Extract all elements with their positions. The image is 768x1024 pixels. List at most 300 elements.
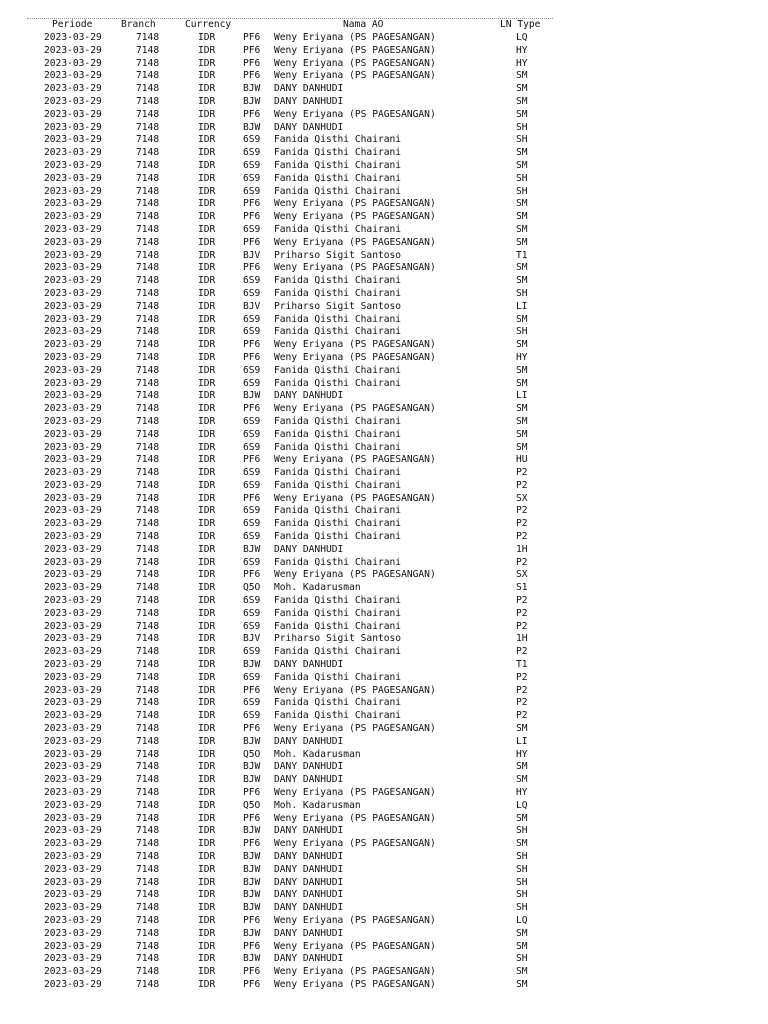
table-row (27, 979, 553, 992)
cell-periode: 2023-03-29 (44, 531, 102, 543)
table-row (27, 710, 553, 723)
cell-ao-code: BJW (243, 121, 261, 133)
cell-periode: 2023-03-29 (44, 876, 102, 888)
cell-ao-code: PF6 (243, 262, 261, 274)
cell-nama-ao: Fanida Qisthi Chairani (274, 147, 402, 159)
cell-ln-type: SH (516, 287, 528, 299)
table-row (27, 736, 553, 749)
cell-ln-type: HU (516, 454, 528, 466)
table-row (27, 531, 553, 544)
cell-currency: IDR (198, 646, 216, 658)
cell-ln-type: SM (516, 723, 528, 735)
cell-ln-type: P2 (516, 620, 528, 632)
cell-currency: IDR (198, 57, 216, 69)
cell-branch: 7148 (136, 735, 160, 747)
cell-periode: 2023-03-29 (44, 95, 102, 107)
table-row (27, 109, 553, 122)
table-row (27, 915, 553, 928)
cell-nama-ao: Fanida Qisthi Chairani (274, 671, 402, 683)
cell-nama-ao: DANY DANHUDI (274, 761, 344, 773)
cell-ln-type: SH (516, 134, 528, 146)
cell-ao-code: 6S9 (243, 134, 261, 146)
cell-ao-code: 6S9 (243, 185, 261, 197)
header-nama-ao: Nama AO (343, 19, 384, 30)
cell-ln-type: SH (516, 851, 528, 862)
cell-periode: 2023-03-29 (44, 428, 102, 440)
cell-ln-type: SM (516, 236, 528, 248)
cell-currency: IDR (198, 863, 216, 875)
cell-currency: IDR (198, 697, 216, 709)
cell-ao-code: Q5O (243, 582, 261, 594)
cell-ln-type: LQ (516, 799, 528, 811)
cell-nama-ao: DANY DANHUDI (274, 735, 344, 747)
cell-ln-type: SM (516, 415, 528, 427)
cell-branch: 7148 (136, 774, 160, 786)
cell-ln-type: SM (516, 70, 528, 82)
cell-nama-ao: Fanida Qisthi Chairani (274, 364, 402, 376)
cell-currency: IDR (198, 748, 216, 760)
cell-periode: 2023-03-29 (44, 313, 102, 325)
table-row (27, 32, 553, 45)
cell-nama-ao: Fanida Qisthi Chairani (274, 159, 402, 171)
table-row (27, 697, 553, 710)
table-body (27, 32, 553, 992)
cell-periode: 2023-03-29 (44, 953, 102, 965)
cell-branch: 7148 (136, 249, 160, 261)
cell-ao-code: Q5O (243, 748, 261, 760)
table-row (27, 301, 553, 314)
table-row (27, 646, 553, 659)
cell-currency: IDR (198, 966, 216, 978)
cell-currency: IDR (198, 978, 216, 990)
table-row (27, 288, 553, 301)
cell-branch: 7148 (136, 377, 160, 389)
cell-ln-type: SM (516, 966, 528, 978)
cell-ao-code: 6S9 (243, 441, 261, 453)
cell-periode: 2023-03-29 (44, 659, 102, 671)
cell-branch: 7148 (136, 236, 160, 248)
cell-nama-ao: Weny Eriyana (PS PAGESANGAN) (274, 236, 436, 248)
table-row (27, 237, 553, 250)
cell-nama-ao: DANY DANHUDI (274, 953, 344, 965)
cell-ao-code: 6S9 (243, 287, 261, 299)
cell-ao-code: 6S9 (243, 505, 261, 517)
cell-ln-type: SH (516, 902, 528, 914)
cell-branch: 7148 (136, 44, 160, 56)
cell-currency: IDR (198, 505, 216, 517)
cell-ln-type: P2 (516, 684, 528, 696)
cell-currency: IDR (198, 710, 216, 722)
cell-periode: 2023-03-29 (44, 236, 102, 248)
cell-ln-type: LQ (516, 914, 528, 926)
cell-branch: 7148 (136, 684, 160, 696)
cell-ao-code: BJW (243, 851, 261, 862)
cell-ln-type: P2 (516, 697, 528, 709)
cell-branch: 7148 (136, 748, 160, 760)
cell-currency: IDR (198, 595, 216, 607)
cell-ln-type: SH (516, 953, 528, 965)
cell-nama-ao: DANY DANHUDI (274, 95, 344, 107)
cell-nama-ao: Fanida Qisthi Chairani (274, 556, 402, 568)
cell-ao-code: Q5O (243, 799, 261, 811)
cell-branch: 7148 (136, 108, 160, 120)
cell-ln-type: SH (516, 863, 528, 875)
cell-ln-type: SM (516, 223, 528, 235)
cell-currency: IDR (198, 44, 216, 56)
cell-branch: 7148 (136, 723, 160, 735)
cell-ao-code: PF6 (243, 403, 261, 415)
cell-nama-ao: Priharso Sigit Santoso (274, 633, 402, 645)
cell-branch: 7148 (136, 505, 160, 517)
cell-nama-ao: Weny Eriyana (PS PAGESANGAN) (274, 684, 436, 696)
cell-currency: IDR (198, 134, 216, 146)
cell-periode: 2023-03-29 (44, 787, 102, 799)
table-row (27, 749, 553, 762)
table-row (27, 45, 553, 58)
cell-ln-type: HY (516, 351, 528, 363)
table-row (27, 595, 553, 608)
cell-ln-type: SM (516, 83, 528, 95)
cell-ao-code: PF6 (243, 978, 261, 990)
table-row (27, 544, 553, 557)
cell-nama-ao: DANY DANHUDI (274, 863, 344, 875)
cell-ln-type: HY (516, 748, 528, 760)
cell-currency: IDR (198, 70, 216, 82)
cell-nama-ao: Weny Eriyana (PS PAGESANGAN) (274, 351, 436, 363)
cell-branch: 7148 (136, 415, 160, 427)
cell-periode: 2023-03-29 (44, 812, 102, 824)
cell-periode: 2023-03-29 (44, 211, 102, 223)
cell-currency: IDR (198, 364, 216, 376)
cell-nama-ao: DANY DANHUDI (274, 83, 344, 95)
cell-ln-type: SM (516, 147, 528, 159)
cell-nama-ao: Fanida Qisthi Chairani (274, 646, 402, 658)
cell-currency: IDR (198, 313, 216, 325)
cell-currency: IDR (198, 633, 216, 645)
cell-ao-code: BJW (243, 825, 261, 837)
cell-branch: 7148 (136, 595, 160, 607)
cell-ao-code: 6S9 (243, 467, 261, 479)
cell-periode: 2023-03-29 (44, 390, 102, 402)
cell-branch: 7148 (136, 147, 160, 159)
cell-periode: 2023-03-29 (44, 595, 102, 607)
cell-nama-ao: Weny Eriyana (PS PAGESANGAN) (274, 339, 436, 351)
table-row (27, 608, 553, 621)
cell-currency: IDR (198, 172, 216, 184)
cell-ln-type: SM (516, 927, 528, 939)
table-row (27, 416, 553, 429)
cell-currency: IDR (198, 812, 216, 824)
cell-currency: IDR (198, 889, 216, 901)
cell-currency: IDR (198, 953, 216, 965)
header-currency: Currency (185, 19, 232, 30)
table-row (27, 557, 553, 570)
cell-currency: IDR (198, 914, 216, 926)
cell-ao-code: 6S9 (243, 531, 261, 543)
cell-currency: IDR (198, 569, 216, 581)
cell-periode: 2023-03-29 (44, 287, 102, 299)
cell-nama-ao: Weny Eriyana (PS PAGESANGAN) (274, 914, 436, 926)
cell-nama-ao: Priharso Sigit Santoso (274, 300, 402, 312)
cell-ln-type: SM (516, 978, 528, 990)
cell-ao-code: BJV (243, 633, 261, 645)
cell-nama-ao: Fanida Qisthi Chairani (274, 505, 402, 517)
cell-currency: IDR (198, 339, 216, 351)
cell-ln-type: SM (516, 441, 528, 453)
cell-ln-type: SM (516, 428, 528, 440)
cell-ao-code: 6S9 (243, 646, 261, 658)
cell-ao-code: BJW (243, 774, 261, 786)
cell-periode: 2023-03-29 (44, 172, 102, 184)
cell-currency: IDR (198, 774, 216, 786)
cell-branch: 7148 (136, 761, 160, 773)
cell-branch: 7148 (136, 633, 160, 645)
cell-periode: 2023-03-29 (44, 185, 102, 197)
cell-ln-type: P2 (516, 595, 528, 607)
cell-ln-type: 1H (516, 543, 528, 555)
cell-ao-code: PF6 (243, 812, 261, 824)
cell-nama-ao: Fanida Qisthi Chairani (274, 326, 402, 338)
cell-branch: 7148 (136, 326, 160, 338)
cell-branch: 7148 (136, 902, 160, 914)
cell-ao-code: BJW (243, 927, 261, 939)
cell-nama-ao: Fanida Qisthi Chairani (274, 441, 402, 453)
cell-nama-ao: Fanida Qisthi Chairani (274, 377, 402, 389)
cell-nama-ao: Fanida Qisthi Chairani (274, 223, 402, 235)
cell-nama-ao: Fanida Qisthi Chairani (274, 185, 402, 197)
table-row (27, 493, 553, 506)
cell-periode: 2023-03-29 (44, 70, 102, 82)
cell-periode: 2023-03-29 (44, 914, 102, 926)
table-row (27, 800, 553, 813)
cell-branch: 7148 (136, 953, 160, 965)
cell-periode: 2023-03-29 (44, 326, 102, 338)
cell-nama-ao: Fanida Qisthi Chairani (274, 313, 402, 325)
cell-currency: IDR (198, 684, 216, 696)
cell-branch: 7148 (136, 454, 160, 466)
cell-periode: 2023-03-29 (44, 403, 102, 415)
table-row (27, 685, 553, 698)
cell-periode: 2023-03-29 (44, 927, 102, 939)
cell-currency: IDR (198, 32, 216, 43)
cell-periode: 2023-03-29 (44, 518, 102, 530)
table-row (27, 173, 553, 186)
cell-periode: 2023-03-29 (44, 838, 102, 850)
cell-currency: IDR (198, 659, 216, 671)
cell-branch: 7148 (136, 300, 160, 312)
cell-ao-code: BJV (243, 249, 261, 261)
table-row (27, 774, 553, 787)
table-row (27, 429, 553, 442)
cell-periode: 2023-03-29 (44, 121, 102, 133)
cell-ln-type: SM (516, 812, 528, 824)
cell-branch: 7148 (136, 889, 160, 901)
cell-ln-type: SM (516, 95, 528, 107)
cell-branch: 7148 (136, 851, 160, 862)
cell-currency: IDR (198, 851, 216, 862)
table-row (27, 672, 553, 685)
cell-nama-ao: Weny Eriyana (PS PAGESANGAN) (274, 723, 436, 735)
cell-periode: 2023-03-29 (44, 134, 102, 146)
cell-ln-type: LQ (516, 32, 528, 43)
cell-periode: 2023-03-29 (44, 32, 102, 43)
cell-ao-code: PF6 (243, 236, 261, 248)
table-header (27, 18, 553, 32)
cell-ln-type: T1 (516, 659, 528, 671)
cell-nama-ao: Weny Eriyana (PS PAGESANGAN) (274, 966, 436, 978)
table-row (27, 352, 553, 365)
cell-currency: IDR (198, 454, 216, 466)
cell-ln-type: SH (516, 825, 528, 837)
cell-currency: IDR (198, 159, 216, 171)
cell-currency: IDR (198, 83, 216, 95)
cell-ao-code: 6S9 (243, 556, 261, 568)
cell-ao-code: 6S9 (243, 595, 261, 607)
cell-currency: IDR (198, 108, 216, 120)
cell-ao-code: PF6 (243, 44, 261, 56)
table-row (27, 864, 553, 877)
cell-branch: 7148 (136, 479, 160, 491)
table-row (27, 838, 553, 851)
cell-nama-ao: DANY DANHUDI (274, 390, 344, 402)
cell-branch: 7148 (136, 671, 160, 683)
cell-ao-code: 6S9 (243, 479, 261, 491)
cell-ao-code: 6S9 (243, 364, 261, 376)
cell-periode: 2023-03-29 (44, 633, 102, 645)
cell-nama-ao: Weny Eriyana (PS PAGESANGAN) (274, 57, 436, 69)
cell-ln-type: P2 (516, 646, 528, 658)
table-row (27, 480, 553, 493)
cell-periode: 2023-03-29 (44, 44, 102, 56)
cell-ao-code: 6S9 (243, 275, 261, 287)
cell-branch: 7148 (136, 569, 160, 581)
cell-ao-code: BJV (243, 300, 261, 312)
cell-ln-type: P2 (516, 710, 528, 722)
table-row (27, 633, 553, 646)
cell-periode: 2023-03-29 (44, 83, 102, 95)
cell-ln-type: P2 (516, 556, 528, 568)
cell-nama-ao: Weny Eriyana (PS PAGESANGAN) (274, 108, 436, 120)
cell-branch: 7148 (136, 697, 160, 709)
cell-nama-ao: Fanida Qisthi Chairani (274, 697, 402, 709)
header-ln-type: LN Type (500, 19, 541, 30)
cell-periode: 2023-03-29 (44, 646, 102, 658)
cell-currency: IDR (198, 428, 216, 440)
cell-ln-type: SM (516, 838, 528, 850)
cell-branch: 7148 (136, 428, 160, 440)
cell-nama-ao: Weny Eriyana (PS PAGESANGAN) (274, 787, 436, 799)
cell-periode: 2023-03-29 (44, 569, 102, 581)
cell-branch: 7148 (136, 70, 160, 82)
cell-ao-code: PF6 (243, 492, 261, 504)
table-row (27, 122, 553, 135)
cell-currency: IDR (198, 95, 216, 107)
cell-currency: IDR (198, 326, 216, 338)
cell-branch: 7148 (136, 339, 160, 351)
cell-currency: IDR (198, 223, 216, 235)
cell-nama-ao: Fanida Qisthi Chairani (274, 518, 402, 530)
cell-branch: 7148 (136, 812, 160, 824)
cell-currency: IDR (198, 287, 216, 299)
cell-periode: 2023-03-29 (44, 479, 102, 491)
table-row (27, 761, 553, 774)
cell-nama-ao: DANY DANHUDI (274, 659, 344, 671)
cell-ao-code: BJW (243, 876, 261, 888)
cell-nama-ao: Weny Eriyana (PS PAGESANGAN) (274, 32, 436, 43)
cell-periode: 2023-03-29 (44, 351, 102, 363)
cell-currency: IDR (198, 492, 216, 504)
cell-nama-ao: Fanida Qisthi Chairani (274, 595, 402, 607)
cell-ao-code: BJW (243, 735, 261, 747)
cell-ln-type: SM (516, 108, 528, 120)
table-row (27, 250, 553, 263)
header-branch: Branch (121, 19, 156, 30)
cell-branch: 7148 (136, 83, 160, 95)
cell-currency: IDR (198, 735, 216, 747)
cell-branch: 7148 (136, 95, 160, 107)
cell-branch: 7148 (136, 646, 160, 658)
cell-periode: 2023-03-29 (44, 863, 102, 875)
cell-periode: 2023-03-29 (44, 441, 102, 453)
cell-ao-code: PF6 (243, 57, 261, 69)
table-row (27, 467, 553, 480)
cell-ao-code: 6S9 (243, 313, 261, 325)
cell-nama-ao: Moh. Kadarusman (274, 582, 361, 594)
cell-currency: IDR (198, 377, 216, 389)
cell-ao-code: BJW (243, 761, 261, 773)
table-row (27, 403, 553, 416)
cell-ln-type: SH (516, 889, 528, 901)
cell-nama-ao: Fanida Qisthi Chairani (274, 275, 402, 287)
table-row (27, 582, 553, 595)
cell-periode: 2023-03-29 (44, 851, 102, 862)
cell-ao-code: PF6 (243, 32, 261, 43)
cell-ln-type: LI (516, 300, 528, 312)
cell-ao-code: PF6 (243, 787, 261, 799)
cell-ao-code: PF6 (243, 966, 261, 978)
cell-ln-type: P2 (516, 607, 528, 619)
cell-branch: 7148 (136, 275, 160, 287)
cell-ln-type: SX (516, 569, 528, 581)
cell-periode: 2023-03-29 (44, 825, 102, 837)
cell-ln-type: SM (516, 761, 528, 773)
cell-branch: 7148 (136, 287, 160, 299)
table-row (27, 211, 553, 224)
cell-periode: 2023-03-29 (44, 735, 102, 747)
cell-nama-ao: Weny Eriyana (PS PAGESANGAN) (274, 403, 436, 415)
table-row (27, 621, 553, 634)
cell-currency: IDR (198, 300, 216, 312)
table-row (27, 160, 553, 173)
table-row (27, 851, 553, 864)
cell-currency: IDR (198, 351, 216, 363)
cell-currency: IDR (198, 249, 216, 261)
cell-ao-code: 6S9 (243, 147, 261, 159)
cell-nama-ao: Fanida Qisthi Chairani (274, 710, 402, 722)
cell-branch: 7148 (136, 518, 160, 530)
cell-nama-ao: DANY DANHUDI (274, 774, 344, 786)
table-row (27, 813, 553, 826)
cell-currency: IDR (198, 927, 216, 939)
header-periode: Periode (52, 19, 93, 30)
cell-ln-type: S1 (516, 582, 528, 594)
cell-nama-ao: Moh. Kadarusman (274, 748, 361, 760)
cell-branch: 7148 (136, 211, 160, 223)
cell-ao-code: BJW (243, 390, 261, 402)
table-row (27, 889, 553, 902)
cell-ln-type: SM (516, 339, 528, 351)
cell-ao-code: PF6 (243, 454, 261, 466)
